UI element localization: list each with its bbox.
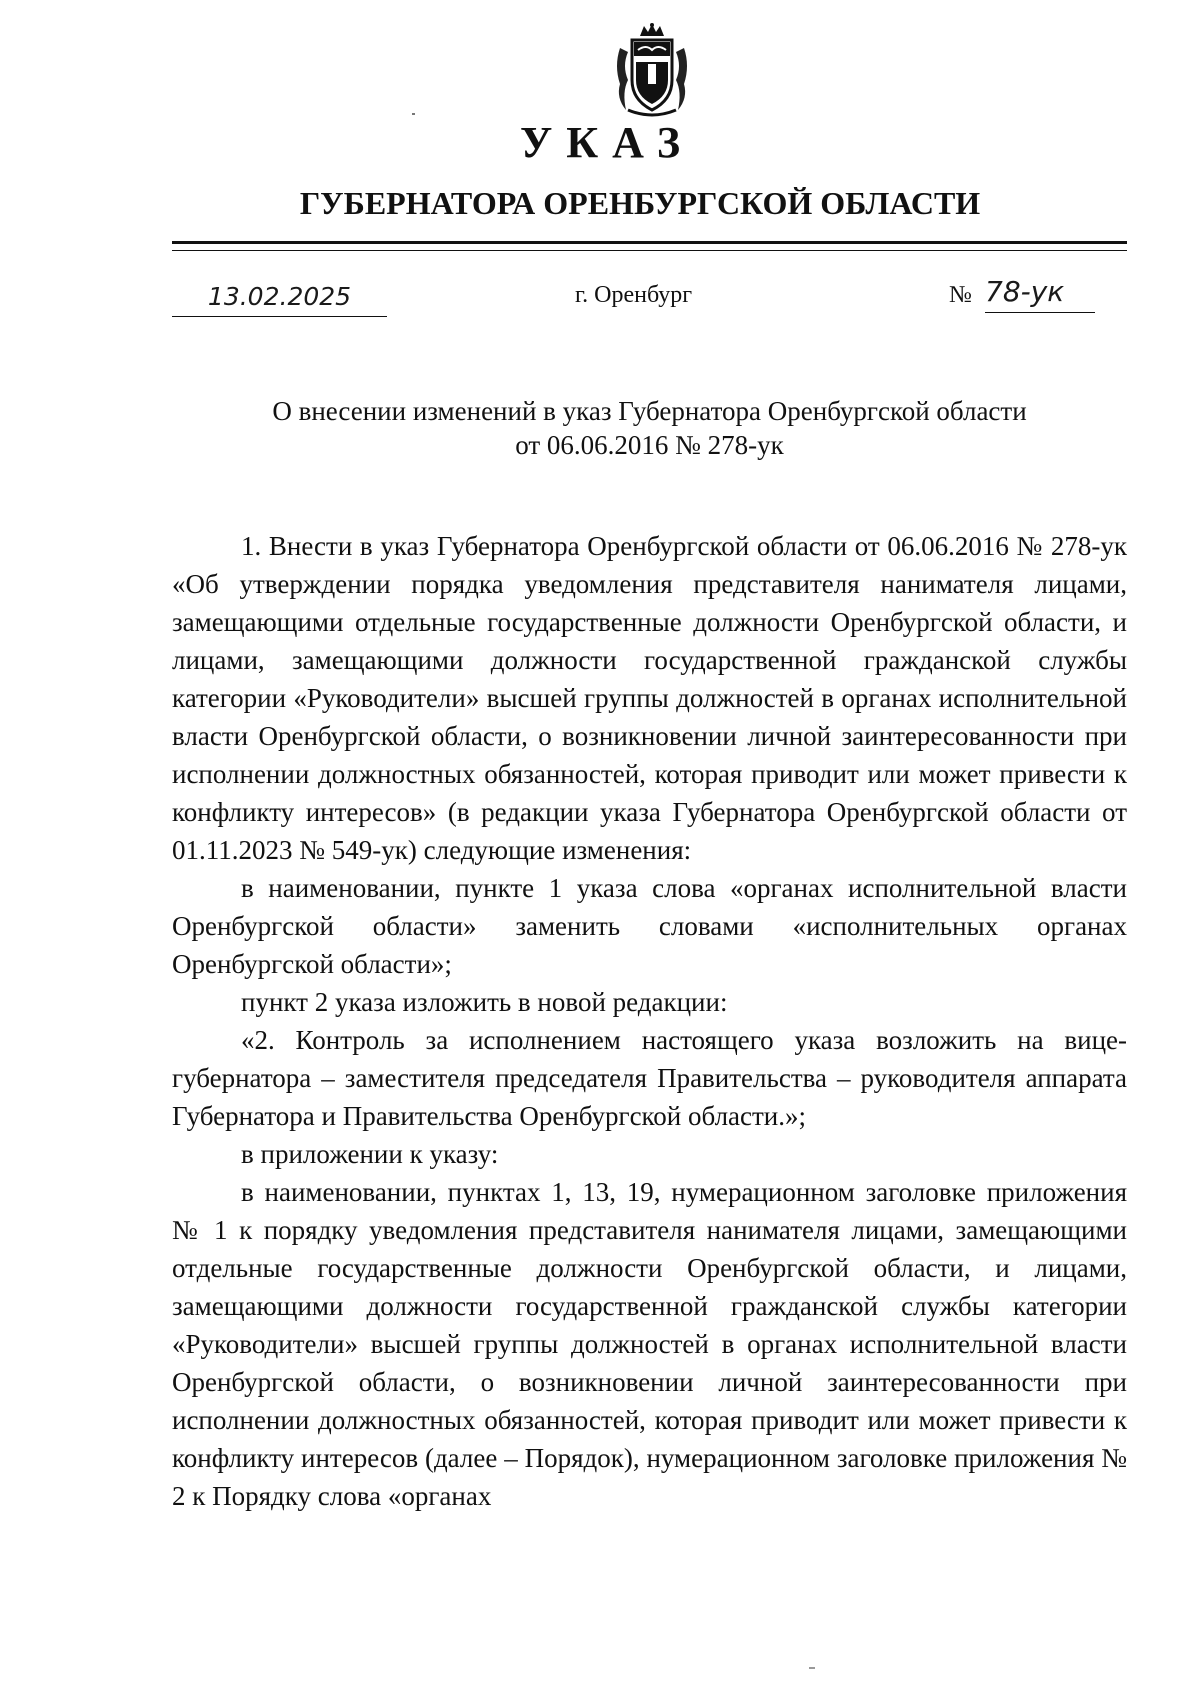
body-paragraph-1: 1. Внести в указ Губернатора Оренбургской области от 06.06.2016 № 278-ук «Об утверждении порядка уведомления представителя нанимателя лицами, замещающими отдельные государственные должности Оренбургской области, и лицами, замещающими должности государственной гражданской службы категории «Руководители» высшей группы должностей в органах исполнительной власти Оренбургской области, о возникновении личной заинтересованности при исполнении должностных обязанностей, которая приводит или может привести к конфликту интересов» (в редакции указа Губернатора Оренбургской области от 01.11.2023 № 549-ук) следующие изменения: <box>172 531 1127 865</box>
number-sign: № <box>949 282 972 308</box>
document-title: УКАЗ <box>519 118 695 167</box>
decree-subject <box>172 394 1127 462</box>
document-subtitle: ГУБЕРНАТОРА ОРЕНБУРГСКОЙ ОБЛАСТИ <box>299 185 981 221</box>
decree-body <box>172 527 1127 1515</box>
body-paragraph-6: в наименовании, пунктах 1, 13, 19, нумерационном заголовке приложения № 1 к порядку уведомления представителя нанимателя лицами, замещающими отдельные государственные должности Оренбургской области, и лицами, замещающими должности государственной гражданской службы категории «Руководители» высшей группы должностей в органах исполнительной власти Оренбургской области, о возникновении личной заинтересованности при исполнении должностных обязанностей, которая приводит или может привести к конфликту интересов (далее – Порядок), нумерационном заголовке приложения № 2 к Порядку слова «органах <box>172 1177 1127 1511</box>
decree-number: 78-ук <box>985 272 1095 313</box>
body-paragraph-4: «2. Контроль за исполнением настоящего указа возложить на вице-губернатора – заместителя председателя Правительства – руководителя аппарата Губернатора и Правительства Оренбургской области.»; <box>172 1025 1127 1131</box>
decree-city: г. Оренбург <box>575 282 693 308</box>
scan-mark <box>809 1667 815 1669</box>
subject-line-2: от 06.06.2016 № 278-ук <box>515 430 784 460</box>
body-paragraph-5: в приложении к указу: <box>241 1139 499 1169</box>
subject-line-1: О внесении изменений в указ Губернатора Оренбургской области <box>272 396 1027 426</box>
header-rule-thick <box>172 241 1127 244</box>
coat-of-arms-emblem <box>612 22 692 118</box>
body-paragraph-3: пункт 2 указа изложить в новой редакции: <box>241 987 728 1017</box>
header-rule-thin <box>172 250 1127 251</box>
decree-date: 13.02.2025 <box>172 278 387 317</box>
body-paragraph-2: в наименовании, пункте 1 указа слова «органах исполнительной власти Оренбургской области» заменить словами «исполнительных органах Оренбургской области»; <box>172 873 1127 979</box>
scan-speck <box>412 113 415 115</box>
